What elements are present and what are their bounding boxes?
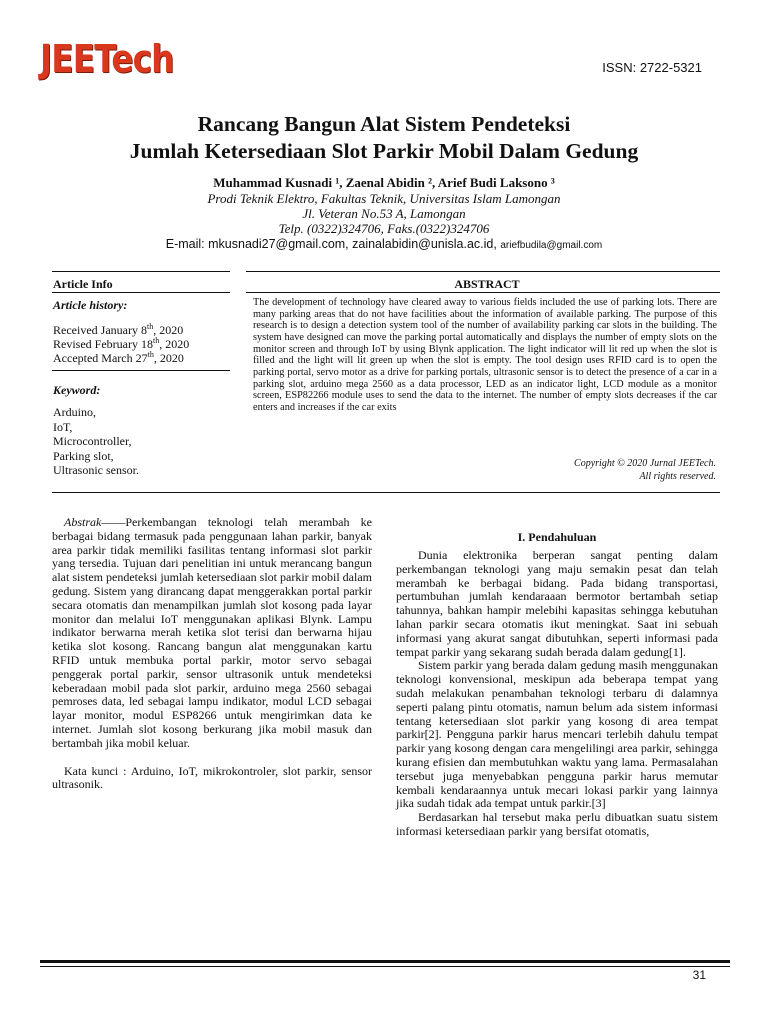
revised-date: Revised February 18th, 2020 [53,336,190,351]
affiliation-line-2: Jl. Veteran No.53 A, Lamongan [302,206,466,221]
title-line-1: Rancang Bangun Alat Sistem Pendeteksi [197,112,571,136]
abstrak-paragraph [52,516,372,751]
abstract-top-rule [246,271,720,272]
title-line-2: Jumlah Ketersediaan Slot Parkir Mobil Dalam Gedung [129,139,639,163]
keyword-list [53,405,139,478]
affiliation-line-1: Prodi Teknik Elektro, Fakultas Teknik, Universitas Islam Lamongan [207,191,561,206]
intro-paragraph-2: Sistem parkir yang berada dalam gedung masih menggunakan teknologi konvensional, meskipun ada beberapa tempat yang sudah melakukan penambahan teknologi terbaru di dalamnya seperti palang pintu otomatis, namun belum ada sistem informasi tentang ketersediaan slot parkir yang kosong di area tempat parkir[2]. Pengguna parkir harus mencari terlebih dahulu tempat parkir yang kosong dengan cara mengelilingi area parkir, sehingga kurang efisien dan membutuhkan waktu yang lama. Permasalahan tersebut juga menyebabkan pengguna parkir harus memutar kembali kendaraannya untuk mecari lokasi parkir yang lainnya jika sudah tidak ada tempat untuk parkir.[3] [396,658,718,811]
article-history-label: Article history: [53,298,128,312]
abstract-heading-rule [246,292,720,293]
keyword-item: Arduino, [53,405,96,419]
keyword-item: IoT, [53,419,73,434]
copyright-line-1: Copyright © 2020 Jurnal JEETech. [574,458,716,469]
page-number: 31 [692,968,706,982]
abstract-heading: ABSTRACT [454,277,520,291]
history-rule [52,370,230,371]
authors: Muhammad Kusnadi ¹, Zaenal Abidin ², Arief Budi Laksono ³ [213,175,555,190]
email-main: E-mail: mkusnadi27@gmail.com, zainalabidin@unisla.ac.id, [165,237,497,251]
footer-rule-thin [40,966,730,967]
accepted-date: Accepted March 27th, 2020 [53,350,184,365]
copyright [574,457,716,483]
article-info-heading: Article Info [53,277,113,291]
received-date: Received January 8th, 2020 [53,322,184,337]
abstrak-label: Abstrak [64,515,102,529]
abstrak-column [52,516,372,792]
article-info-top-rule [52,271,230,272]
abstract-text: The development of technology have cleared away to various fields included the use of parking lots. There are many parking areas that do not have facilities about the information of available parking. The purpose of this research is to design a detection system tool of the number of availability parking car slots in the building. The system have designed can move the parking portal automatically and displays the number of empty slots on the monitor screen and through IoT by using Blynk application. The light indicator will lit red up when the slot is filled and the light will lit green up when the slot is empty. The tool design uses RFID card is to open the parking portal, servo motor as a drive for parking portals, ultrasonic sensor is to detect the presence of a car in a parking slot, arduino mega 2560 as a data processor, LED as an indicator light, LCD module as a monitor screen, ESP82266 module uses to send the data to the internet. The number of empty slots decreases if the car enters and increases if the car exits [253,297,717,413]
keyword-item: Parking slot, [53,448,114,463]
intro-column [396,549,718,839]
section-heading: I. Pendahuluan [517,530,597,544]
keyword-label: Keyword: [53,383,101,397]
intro-paragraph-3: Berdasarkan hal tersebut maka perlu dibuatkan suatu sistem informasi ketersediaan parkir yang bersifat otomatis, [396,810,718,838]
copyright-line-2: All rights reserved. [639,471,716,482]
footer-rule-thick [40,960,730,963]
issn: ISSN: 2722-5321 [602,60,702,75]
affiliation-line-3: Telp. (0322)324706, Faks.(0322)324706 [278,221,490,236]
intro-paragraph-1: Dunia elektronika berperan sangat penting dalam perkembangan teknologi yang maju semakin pesat dan telah merambah ke berbagai bidang. Pada bidang transportasi, pertumbuhan jumlah kendaraaan bermotor bertambah setiap tahunnya, bahkan hampir melebihi kapasitas sehingga kebutuhan lahan parkir secara otomatis ikut meningkat. Saat ini sebuah informasi yang akurat sangat dibutuhkan, seperti informasi pada tempat parkir yang sekarang sudah berada dalam gedung[1]. [396,548,718,659]
info-box-bottom-rule [52,492,720,493]
email-line [0,237,768,251]
article-info-heading-rule [52,292,230,293]
keyword-item: Ultrasonic sensor. [53,463,139,477]
kata-kunci: Kata kunci : Arduino, IoT, mikrokontroler, slot parkir, sensor ultrasonik. [52,763,372,792]
email-small: ariefbudila@gmail.com [500,240,603,251]
journal-logo: JEETech [40,37,174,81]
abstrak-text: ——Perkembangan teknologi telah merambah ke berbagai bidang termasuk pada penggunaan lahan parkir, banyak area parkir tidak memiliki fasilitas tentang informasi slot parkir yang tersedia. Tujuan dari penelitian ini untuk merancang bangun alat sistem pendeteksi jumlah ketersediaan slot parkir mobil dalam gedung. Sistem yang dirancang dapat menggerakkan portal parkir secara otomatis dan menampilkan jumlah slot kosong pada layar monitor dan melalui IoT menggunakan aplikasi Blynk. Lampu indikator berwarna merah ketika slot terisi dan berwarna hijau ketika slot kosong. Rancang bangun alat menggunakan kartu RFID untuk membuka portal parkir, motor servo sebagai penggerak portal parkir, sensor ultrasonik untuk mendeteksi keberadaan mobil pada slot parkir, arduino mega 2560 sebagai pemroses data, led sebagai lampu indikator, modul LCD sebagai layar monitor, modul ESP8266 untuk mengirimkan data ke internet. Jumlah slot kosong berkurang jika mobil masuk dan bertambah jika mobil keluar. [52,515,372,750]
keyword-item: Microcontroller, [53,434,132,448]
